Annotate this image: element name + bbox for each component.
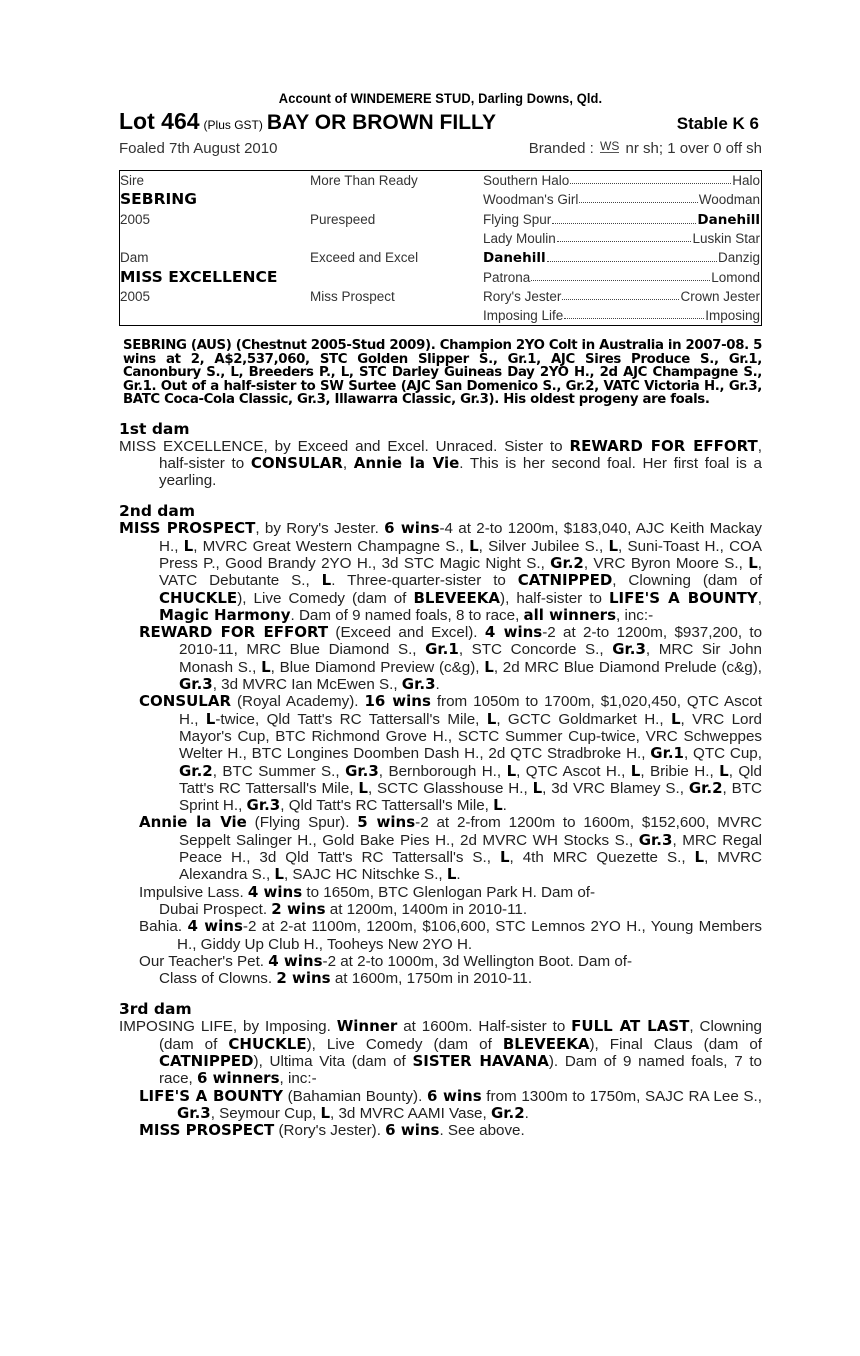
gg-sire: Crown Jester [680, 289, 760, 304]
stable-number: Stable K 6 [676, 114, 759, 133]
gg-name: Patrona [483, 270, 531, 285]
pedigree-table [119, 170, 762, 326]
progeny-entry: Class of Clowns. 2 wins at 1600m, 1750m in 2010-11. [159, 969, 533, 988]
catalogue-page [119, 90, 762, 1139]
progeny-entry: LIFE'S A BOUNTY (Bahamian Bounty). 6 wins from 1300m to 1750m, SAJC RA Lee S., Gr.3, Seymour Cup, L, 3d MVRC AAMI Vase, Gr.2. [139, 1086, 762, 1122]
first-dam-heading: 1st dam [119, 419, 190, 438]
gg-name: Rory's Jester [483, 289, 562, 304]
progeny-entry: Bahia. 4 wins-2 at 2-at 1100m, 1200m, $106,600, STC Lemnos 2YO H., Young Members H., Giddy Up Club H., Tooheys New 2YO H. [139, 917, 762, 953]
third-dam-heading: 3rd dam [119, 1000, 192, 1019]
grandparent-row [483, 231, 760, 246]
gg-name: Southern Halo [483, 173, 570, 188]
grandparent-row [483, 192, 760, 207]
dam-name: MISS EXCELLENCE [120, 268, 278, 286]
gg-sire: Imposing [705, 308, 760, 323]
sire-year: 2005 [120, 212, 151, 227]
gg-name: Danehill [483, 250, 546, 266]
gg-sire: Halo [732, 173, 760, 188]
dam-dam: Miss Prospect [310, 289, 395, 304]
dam-sire: Exceed and Excel [310, 250, 419, 265]
progeny-entry: REWARD FOR EFFORT (Exceed and Excel). 4 wins-2 at 2-to 1200m, $937,200, to 2010-11, MRC Blue Diamond S., Gr.1, STC Concorde S., Gr.3, MRC Sir John Monash S., L, Blue Diamond Preview (c&g), L, 2d MRC Blue Diamond Prelude (c&g), Gr.3, 3d MVRC Ian McEwen S., Gr.3. [139, 623, 763, 694]
first-dam-text: MISS EXCELLENCE, by Exceed and Excel. Unraced. Sister to REWARD FOR EFFORT, half-sister to CONSULAR, Annie la Vie. This is her second foal. Her first foal is a yearling. [119, 436, 763, 490]
third-dam-text: IMPOSING LIFE, by Imposing. Winner at 1600m. Half-sister to FULL AT LAST, Clowning (dam of CHUCKLE), Live Comedy (dam of BLEVEEKA), Final Claus (dam of CATNIPPED), Ultima Vita (dam of SISTER HAVANA). Dam of 9 named foals, 7 to race, 6 winners, inc:- [119, 1017, 763, 1088]
gg-name: Lady Moulin [483, 231, 556, 246]
grandparent-row [483, 173, 760, 188]
grandparent-row [483, 270, 760, 285]
branded-info [529, 140, 762, 162]
sire-blurb: SEBRING (AUS) (Chestnut 2005-Stud 2009). Champion 2YO Colt in Australia in 2007-08. 5 wins at 2, A$2,537,060, STC Golden Slipper S., Gr.1, AJC Sires Produce S., Gr.1, Canonbury S., L, Breeders P., L, STC Darley Guineas Day 2YO H., 2d AJC Champagne S., Gr.1. Out of a half-sister to SW Surtee (AJC San Domenico S., Gr.2, VATC Victoria H., Gr.3, BATC Coca-Cola Classic, Gr.3, Illawarra Classic, Gr.3). His oldest progeny are foals. [123, 338, 762, 407]
progeny-entry: Our Teacher's Pet. 4 wins-2 at 2-to 1000m, 3d Wellington Boot. Dam of- [139, 951, 633, 970]
foaled-branded-line [119, 140, 762, 162]
lot-number: Lot 464 [119, 108, 200, 134]
sire-label: Sire [120, 173, 145, 188]
progeny-entry: Dubai Prospect. 2 wins at 1200m, 1400m in 2010-11. [159, 899, 528, 918]
second-dam-heading: 2nd dam [119, 502, 196, 521]
progeny-entry: Annie la Vie (Flying Spur). 5 wins-2 at 2-from 1200m to 1600m, $152,600, MVRC Seppelt Salinger H., Gold Bake Pies H., 2d MVRC WH Stocks S., Gr.3, MRC Regal Peace H., 3d Qld Tatt's RC Tattersall's S., L, 4th MRC Quezette S., L, MVRC Alexandra S., L, SAJC HC Nitschke S., L. [139, 813, 762, 884]
gg-name: Flying Spur [483, 212, 552, 227]
grandparent-row [483, 250, 760, 266]
gg-sire: Luskin Star [692, 231, 760, 246]
sire-dam: Purespeed [310, 212, 376, 227]
progeny-entry: Impulsive Lass. 4 wins to 1650m, BTC Glenlogan Park H. Dam of- [139, 882, 596, 901]
dam-year: 2005 [120, 289, 151, 304]
gg-name: Woodman's Girl [483, 192, 579, 207]
horse-description: BAY OR BROWN FILLY [266, 111, 496, 134]
branded-details: nr sh; 1 over 0 off sh [625, 140, 762, 157]
grandparent-row [483, 212, 760, 228]
vendor-account: Account of WINDEMERE STUD, Darling Downs, Qld. [278, 90, 603, 106]
grandparent-row [483, 289, 760, 304]
branded-label: Branded : [528, 140, 594, 157]
sire-sire: More Than Ready [310, 173, 418, 188]
lot-header [119, 108, 762, 136]
second-dam-section [119, 503, 762, 987]
plus-gst-note: (Plus GST) [203, 118, 263, 132]
sire-name: SEBRING [120, 190, 197, 208]
brand-mark: WS [600, 139, 620, 153]
gg-sire: Lomond [711, 270, 760, 285]
first-dam-section [119, 421, 762, 490]
dam-label: Dam [120, 250, 149, 265]
grandparent-row [483, 308, 760, 323]
second-dam-text: MISS PROSPECT, by Rory's Jester. 6 wins-4 at 2-to 1200m, $183,040, AJC Keith Mackay H., L, MVRC Great Western Champagne S., L, Silver Jubilee S., L, Suni-Toast H., COA Press P., Good Brandy 2YO H., 3d STC Magic Night S., Gr.2, VRC Byron Moore S., L, VATC Debutante S., L. Three-quarter-sister to CATNIPPED, Clowning (dam of CHUCKLE), Live Comedy (dam of BLEVEEKA), half-sister to LIFE'S A BOUNTY, Magic Harmony. Dam of 9 named foals, 8 to race, all winners, inc:- [119, 519, 763, 624]
progeny-entry: MISS PROSPECT (Rory's Jester). 6 wins. See above. [139, 1121, 525, 1140]
foaled-date: Foaled 7th August 2010 [119, 140, 278, 157]
gg-sire: Danehill [697, 212, 760, 228]
gg-sire: Woodman [698, 192, 760, 207]
gg-name: Imposing Life [483, 308, 564, 323]
third-dam-section [119, 1001, 762, 1139]
progeny-entry: CONSULAR (Royal Academy). 16 wins from 1050m to 1700m, $1,020,450, QTC Ascot H., L-twice, Qld Tatt's RC Tattersall's Mile, L, GCTC Goldmarket H., L, VRC Lord Mayor's Cup, BTC Richmond Grove H., SCTC Summer Cup-twice, VRC Schweppes Welter H., BTC Longines Doomben Dash H., 2d QTC Stradbroke H., Gr.1, QTC Cup, Gr.2, BTC Summer S., Gr.3, Bernborough H., L, QTC Ascot H., L, Bribie H., L, Qld Tatt's RC Tattersall's Mile, L, SCTC Glasshouse H., L, 3d VRC Blamey S., Gr.2, BTC Sprint H., Gr.3, Qld Tatt's RC Tattersall's Mile, L. [139, 692, 763, 815]
gg-sire: Danzig [717, 250, 760, 265]
